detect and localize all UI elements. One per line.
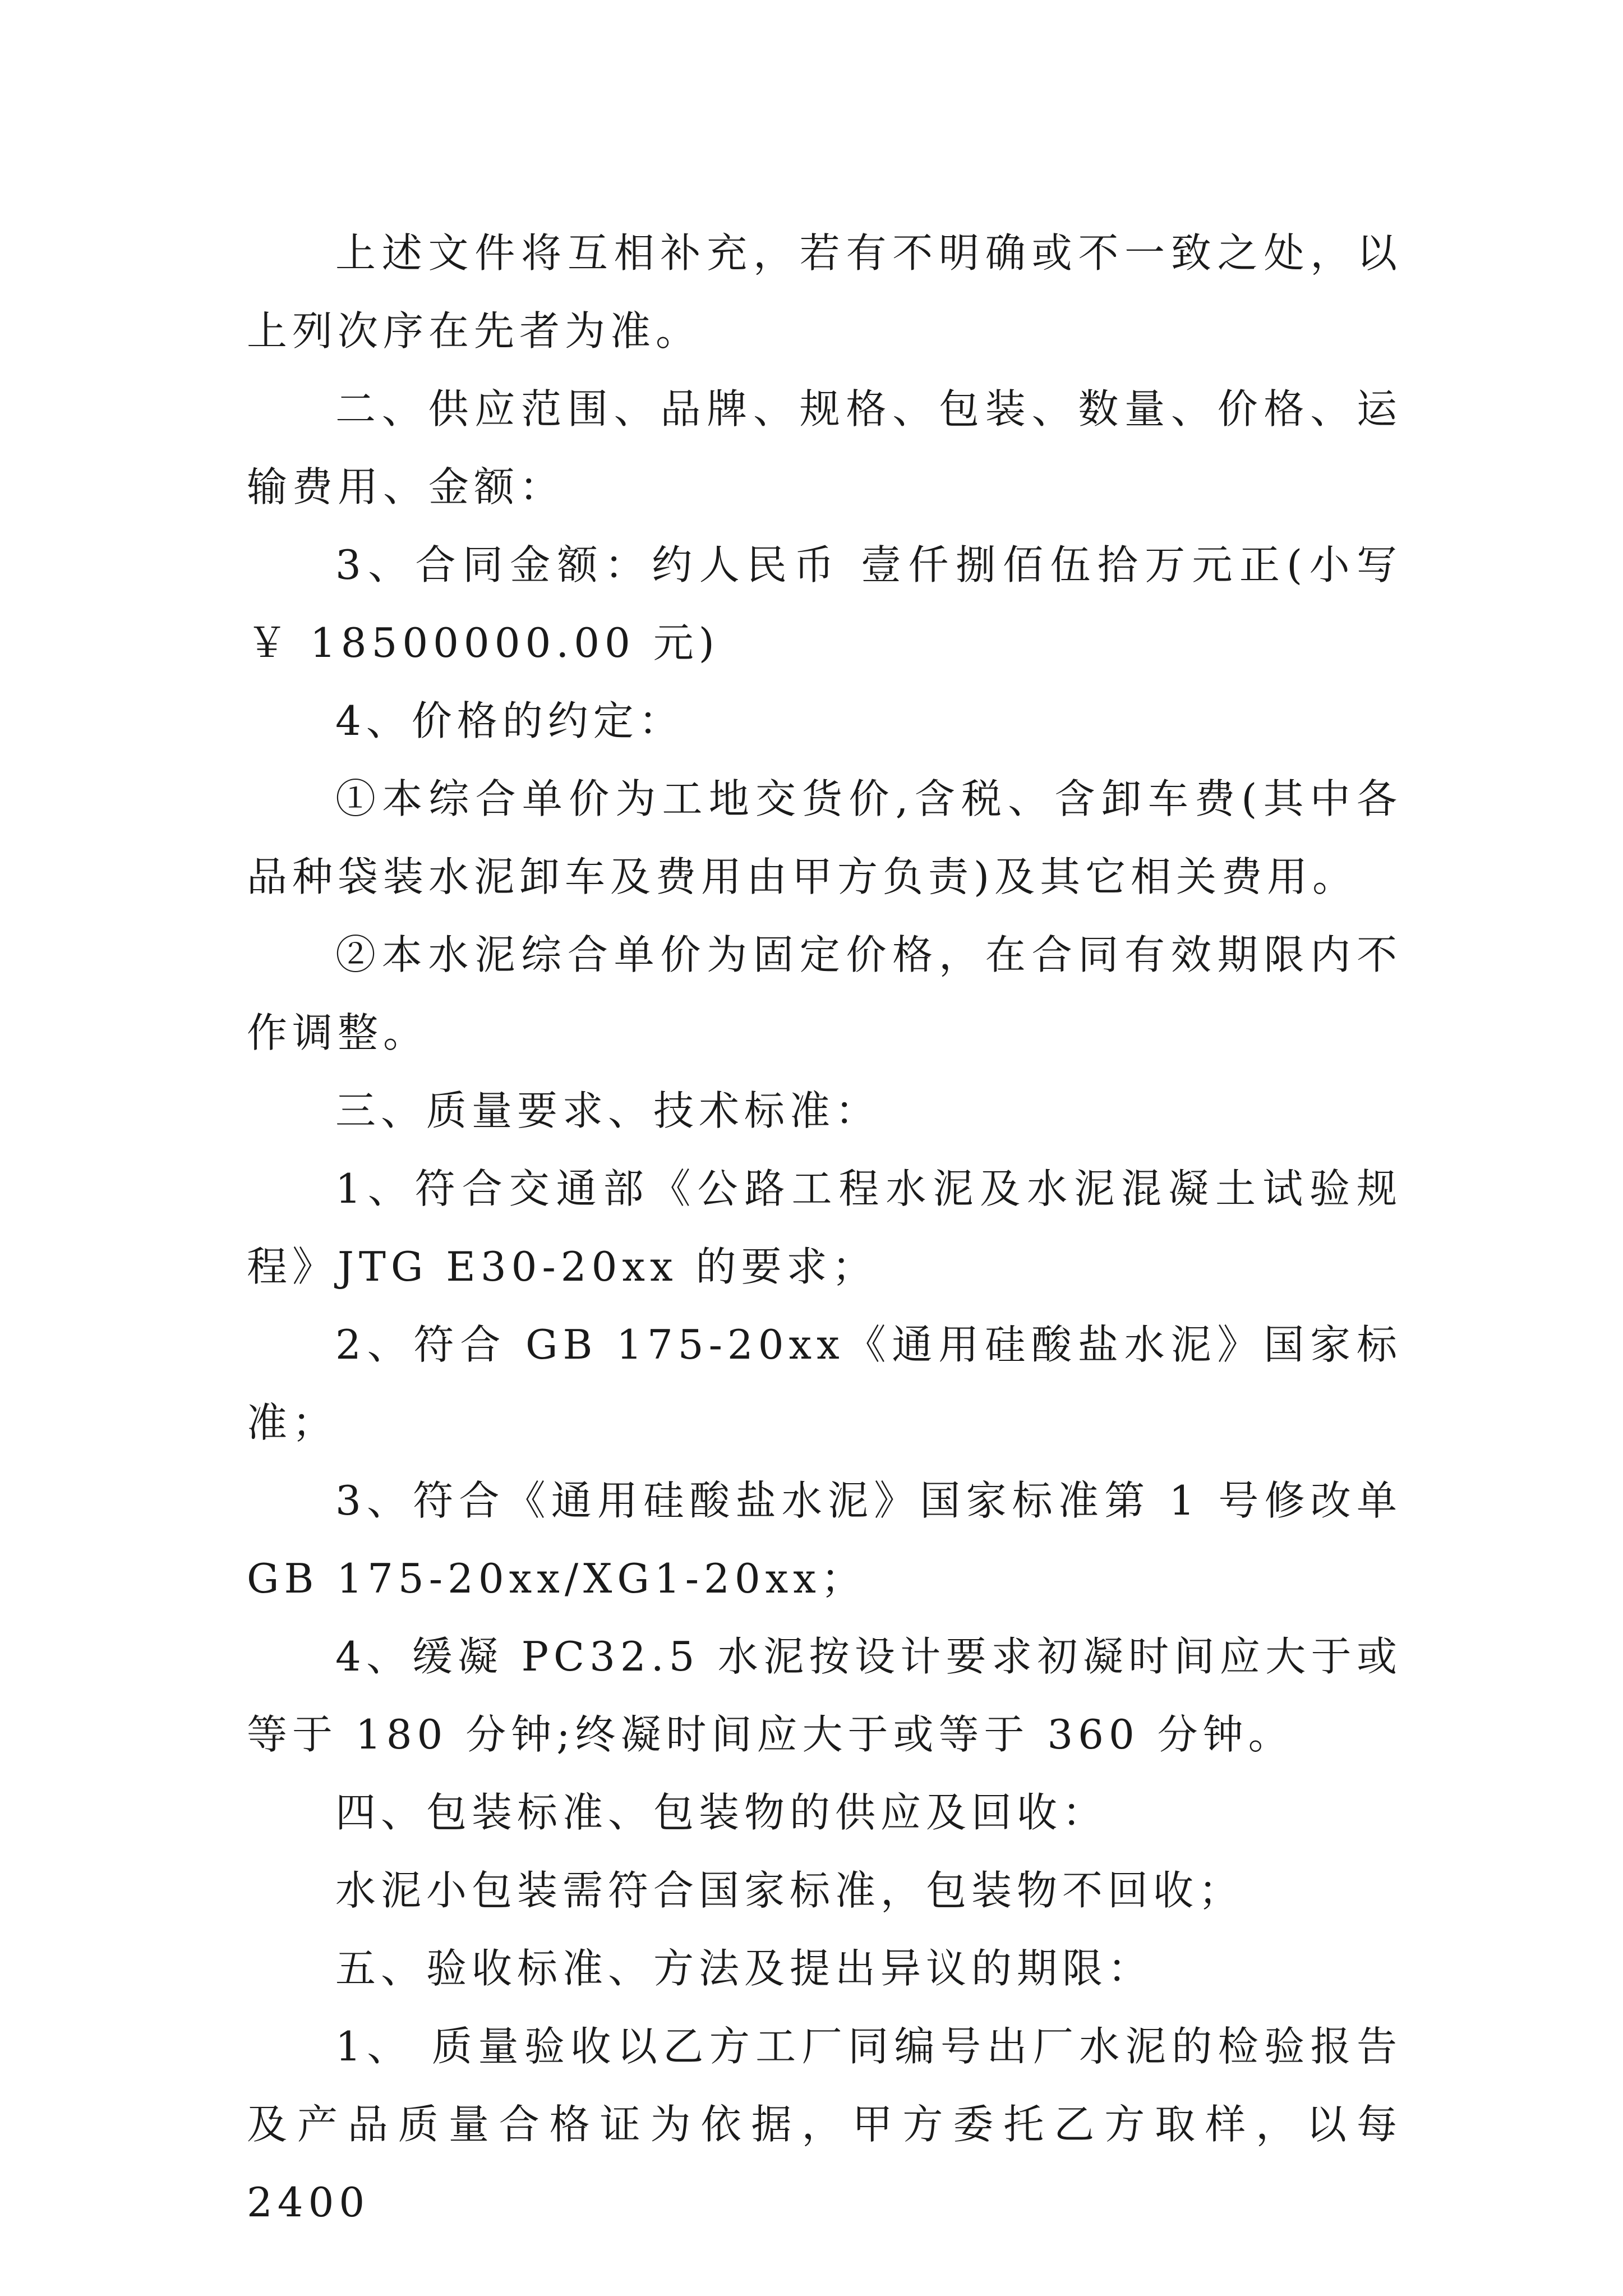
document-body <box>247 214 1402 2242</box>
heading-price-agreement: 4、价格的约定： <box>335 697 684 744</box>
paragraph-packaging: 水泥小包装需符合国家标准，包装物不回收； <box>335 1867 1244 1914</box>
paragraph-setting-time: 4、缓凝 PC32.5 水泥按设计要求初凝时间应大于或等于 180 分钟;终凝时间应大于或等于 360 分钟。 <box>247 1633 1402 1758</box>
paragraph-standard-amendment: 3、符合《通用硅酸盐水泥》国家标准第 1 号修改单 GB 175-20xx/XG1-20xx； <box>247 1477 1402 1602</box>
paragraph-standard-gb175: 2、符合 GB 175-20xx《通用硅酸盐水泥》国家标准； <box>247 1321 1402 1446</box>
paragraph-quality-acceptance: 1、 质量验收以乙方工厂同编号出厂水泥的检验报告及产品质量合格证为依据，甲方委托乙方取样，以每 2400 <box>247 2023 1402 2226</box>
paragraph-unit-price-delivery: ①本综合单价为工地交货价,含税、含卸车费(其中各品种袋装水泥卸车及费用由甲方负责)及其它相关费用。 <box>247 775 1402 900</box>
heading-supply-scope: 二、供应范围、品牌、规格、包装、数量、价格、运输费用、金额： <box>247 385 1402 510</box>
paragraph-fixed-price: ②本水泥综合单价为固定价格，在合同有效期限内不作调整。 <box>247 931 1402 1056</box>
paragraph-order-of-precedence: 上述文件将互相补充，若有不明确或不一致之处，以上列次序在先者为准。 <box>247 229 1402 355</box>
heading-quality-requirements: 三、质量要求、技术标准： <box>335 1087 881 1134</box>
heading-packaging-standard: 四、包装标准、包装物的供应及回收： <box>335 1789 1108 1836</box>
heading-acceptance-standard: 五、验收标准、方法及提出异议的期限： <box>335 1945 1154 1992</box>
paragraph-contract-amount: 3、合同金额：约人民币 壹仟捌佰伍拾万元正(小写￥ 18500000.00 元) <box>247 541 1402 666</box>
paragraph-standard-jtg: 1、符合交通部《公路工程水泥及水泥混凝土试验规程》JTG E30-20xx 的要求； <box>247 1165 1402 1290</box>
